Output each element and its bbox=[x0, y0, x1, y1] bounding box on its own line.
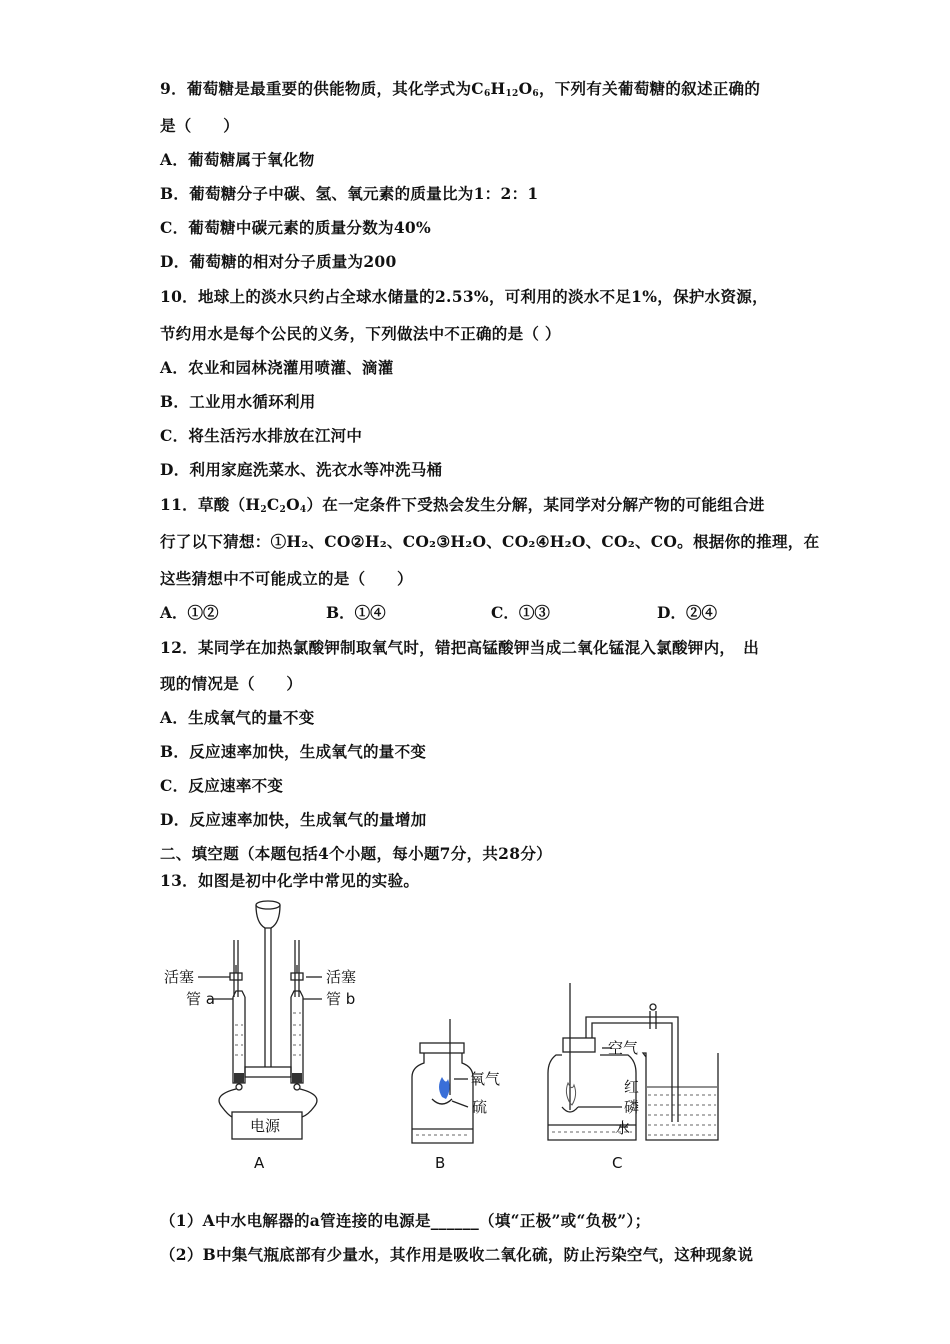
label-water: 水 bbox=[615, 1119, 631, 1137]
electrode-right bbox=[292, 1073, 302, 1083]
q9-option-a: A．葡萄糖属于氧化物 bbox=[160, 150, 315, 169]
q10-option-a: A．农业和园林浇灌用喷灌、滴灌 bbox=[160, 358, 394, 377]
phosphorus-combustion-apparatus bbox=[548, 983, 718, 1140]
q9-stem-text: 9．葡萄糖是最重要的供能物质，其化学式为 bbox=[160, 79, 472, 98]
q12-option-a: A．生成氧气的量不变 bbox=[160, 708, 315, 727]
q11-option-d: D．②④ bbox=[657, 603, 717, 622]
q12-stem-line2: 现的情况是（ ） bbox=[160, 674, 303, 693]
caption-c: C bbox=[612, 1154, 623, 1172]
label-oxygen: 氧气 bbox=[470, 1070, 501, 1088]
label-phosphorus: 磷 bbox=[624, 1098, 640, 1116]
glucose-formula: $C_6H_{12}O_6$ bbox=[471, 79, 539, 99]
q12-option-b: B．反应速率加快，生成氧气的量不变 bbox=[160, 742, 427, 761]
q10-option-c: C．将生活污水排放在江河中 bbox=[160, 426, 363, 445]
q13-part1: （1）A中水电解器的a管连接的电源是______（填“正极”或“负极”）； bbox=[160, 1211, 651, 1230]
q11-stem-line1: 11．草酸$(H_2C_2O_4)$在一定条件下受热会发生分解，某同学对分解产物的可能组合进 bbox=[160, 495, 765, 515]
label-sulfur: 硫 bbox=[472, 1098, 488, 1116]
q9-option-c: C．葡萄糖中碳元素的质量分数为40% bbox=[160, 218, 432, 237]
q11-stem-line3: 这些猜想中不可能成立的是（ ） bbox=[160, 569, 413, 588]
caption-b: B bbox=[435, 1154, 446, 1172]
label-air: 空气 bbox=[608, 1039, 639, 1057]
q12-stem-line1: 12．某同学在加热氯酸钾制取氧气时，错把高锰酸钾当成二氧化锰混入氯酸钾内， 出 bbox=[160, 638, 760, 657]
q9-option-b: B．葡萄糖分子中碳、氢、氧元素的质量比为1：2：1 bbox=[160, 184, 539, 203]
electrode-left bbox=[234, 1073, 244, 1083]
q11-option-b: B．①④ bbox=[326, 603, 386, 622]
q13-stem: 13．如图是初中化学中常见的实验。 bbox=[160, 871, 420, 890]
q9-stem-line1: 9．葡萄糖是最重要的供能物质，其化学式为$C_6H_{12}O_6$，下列有关葡萄糖的叙述正确的 bbox=[160, 79, 761, 99]
q13-part2: （2）B中集气瓶底部有少量水，其作用是吸收二氧化硫，防止污染空气，这种现象说 bbox=[160, 1245, 754, 1264]
q9-stem-line2: 是（ ） bbox=[160, 116, 240, 135]
q12-option-c: C．反应速率不变 bbox=[160, 776, 284, 795]
blue-flame-icon bbox=[439, 1077, 450, 1099]
q11-option-c: C．①③ bbox=[491, 603, 550, 622]
label-tube-a: 管 a bbox=[186, 990, 215, 1008]
flame-icon bbox=[566, 1083, 575, 1105]
label-stopcock-right: 活塞 bbox=[326, 968, 357, 986]
label-power-supply: 电源 bbox=[250, 1117, 281, 1135]
q12-option-d: D．反应速率加快，生成氧气的量增加 bbox=[160, 810, 427, 829]
label-stopcock-left: 活塞 bbox=[164, 968, 195, 986]
q10-stem-line1: 10．地球上的淡水只约占全球水储量的2.53%，可利用的淡水不足1%，保护水资源， bbox=[160, 287, 768, 306]
label-red: 红 bbox=[624, 1078, 640, 1096]
q11-stem-line2: 行了以下猜想：①H₂、CO②H₂、CO₂③H₂O、CO₂④H₂O、CO₂、CO。根据你的推理，在 bbox=[160, 532, 820, 551]
label-tube-b: 管 b bbox=[326, 990, 356, 1008]
q10-option-d: D．利用家庭洗菜水、洗衣水等冲洗马桶 bbox=[160, 460, 443, 479]
caption-a: A bbox=[254, 1154, 265, 1172]
q9-option-d: D．葡萄糖的相对分子质量为200 bbox=[160, 252, 397, 271]
q11-option-a: A．①② bbox=[160, 603, 219, 622]
experiment-figure bbox=[150, 895, 750, 1180]
q10-option-b: B．工业用水循环利用 bbox=[160, 392, 316, 411]
electrolysis-apparatus bbox=[198, 901, 322, 1139]
section-heading: 二、填空题（本题包括4个小题，每小题7分，共28分） bbox=[160, 844, 552, 863]
q10-stem-line2: 节约用水是每个公民的义务，下列做法中不正确的是（ ） bbox=[160, 324, 561, 343]
